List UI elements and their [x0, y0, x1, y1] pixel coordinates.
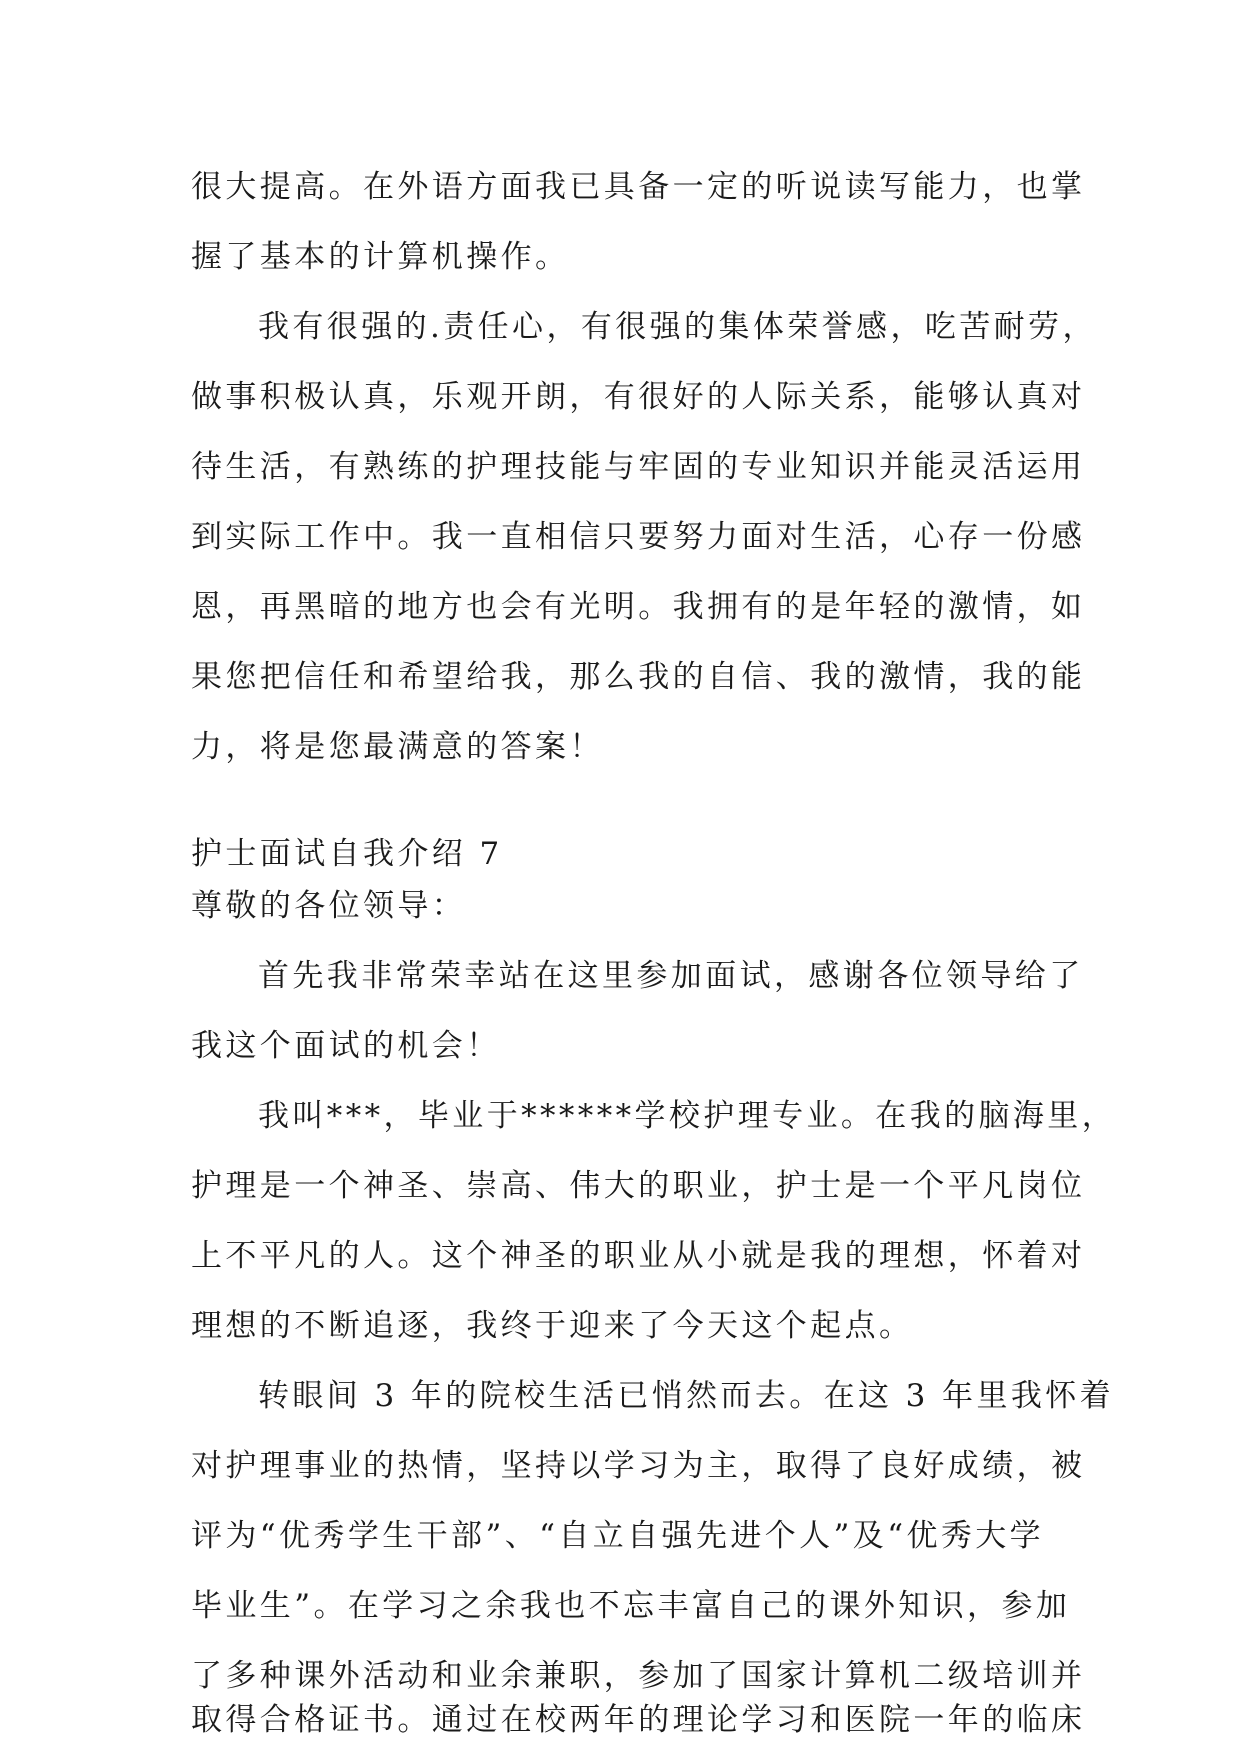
text-line: 我叫***，毕业于******学校护理专业。在我的脑海里，	[258, 1098, 1117, 1134]
text-line: 待生活，有熟练的护理技能与牢固的专业知识并能灵活运用	[191, 449, 1086, 485]
text-line: 毕业生”。在学习之余我也不忘丰富自己的课外知识，参加	[191, 1588, 1071, 1624]
text-line: 转眼间 3 年的院校生活已悄然而去。在这 3 年里我怀着	[258, 1378, 1115, 1414]
text-line: 护理是一个神圣、崇高、伟大的职业，护士是一个平凡岗位	[191, 1168, 1086, 1204]
text-line: 我这个面试的机会！	[191, 1028, 501, 1064]
text-line: 果您把信任和希望给我，那么我的自信、我的激情，我的能	[191, 659, 1086, 695]
text-line: 恩，再黑暗的地方也会有光明。我拥有的是年轻的激情，如	[191, 589, 1086, 625]
text-line: 上不平凡的人。这个神圣的职业从小就是我的理想，怀着对	[191, 1238, 1086, 1274]
text-line: 对护理事业的热情，坚持以学习为主，取得了良好成绩，被	[191, 1448, 1086, 1484]
text-line: 力，将是您最满意的答案！	[191, 729, 604, 765]
text-line: 很大提高。在外语方面我已具备一定的听说读写能力，也掌	[191, 169, 1086, 205]
text-line: 理想的不断追逐，我终于迎来了今天这个起点。	[191, 1308, 914, 1344]
text-line: 了多种课外活动和业余兼职，参加了国家计算机二级培训并	[191, 1658, 1086, 1694]
text-line: 到实际工作中。我一直相信只要努力面对生活，心存一份感	[191, 519, 1086, 555]
text-line: 我有很强的.责任心，有很强的集体荣誉感，吃苦耐劳，	[258, 309, 1097, 345]
text-line: 评为“优秀学生干部”、“自立自强先进个人”及“优秀大学	[191, 1518, 1045, 1554]
salutation: 尊敬的各位领导：	[191, 888, 467, 924]
text-line: 握了基本的计算机操作。	[191, 239, 570, 275]
text-line: 首先我非常荣幸站在这里参加面试，感谢各位领导给了	[258, 958, 1084, 994]
text-line: 做事积极认真，乐观开朗，有很好的人际关系，能够认真对	[191, 379, 1086, 415]
text-line: 取得合格证书。通过在校两年的理论学习和医院一年的临床	[191, 1702, 1086, 1738]
section-heading: 护士面试自我介绍 7	[191, 836, 503, 872]
